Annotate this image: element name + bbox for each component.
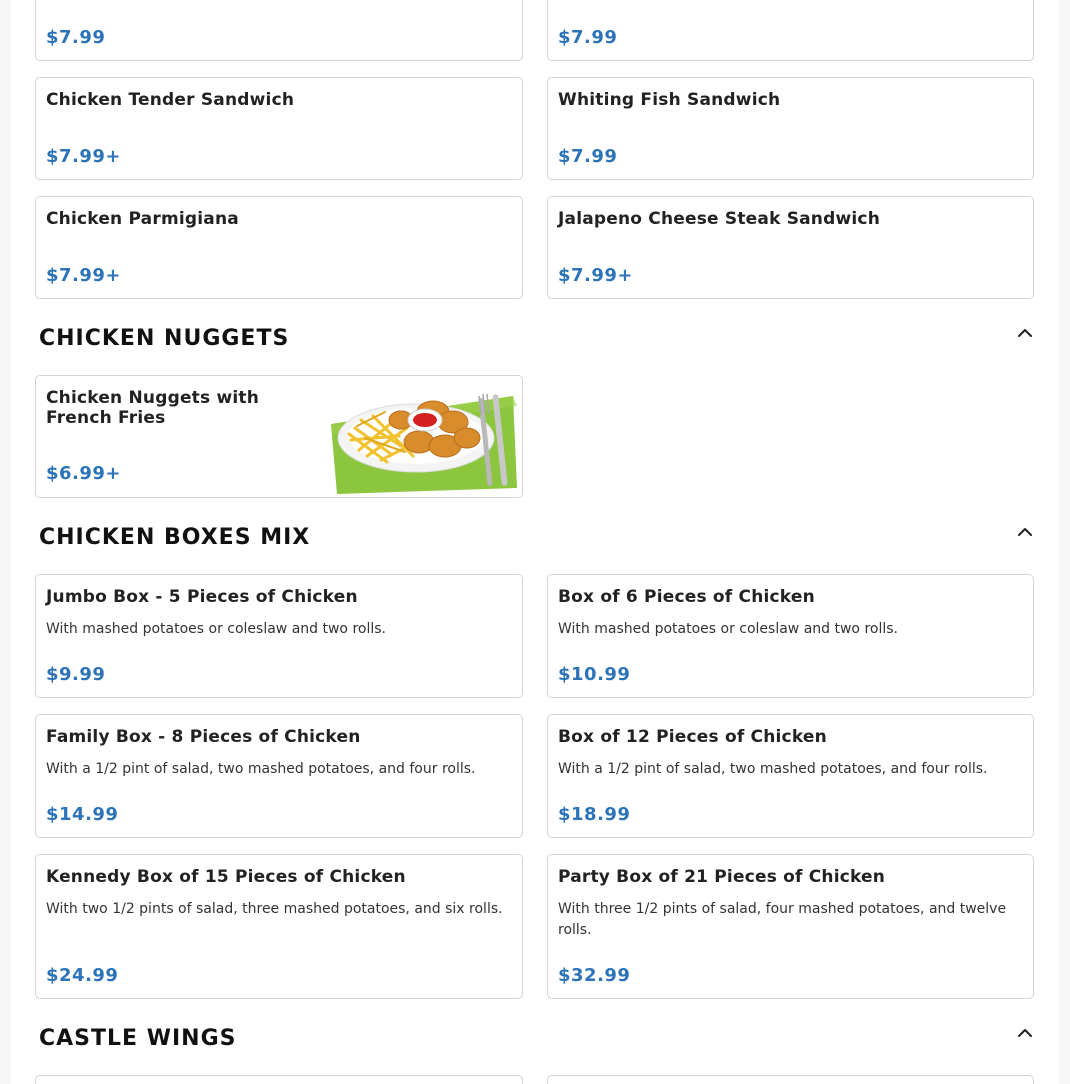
- chevron-up-icon[interactable]: [1016, 1024, 1034, 1042]
- menu-item-card[interactable]: [547, 77, 1034, 180]
- item-price: $7.99+: [46, 146, 122, 167]
- menu-item-card[interactable]: [35, 854, 523, 999]
- item-name: Jalapeno Cheese Steak Sandwich: [558, 209, 880, 229]
- item-description: With a 1/2 pint of salad, two mashed potatoes, and four rolls.: [558, 761, 988, 777]
- item-name: Kennedy Box of 15 Pieces of Chicken: [46, 867, 406, 887]
- item-description: With three 1/2 pints of salad, four mashed potatoes, and twelve rolls.: [558, 901, 1007, 938]
- item-description: With a 1/2 pint of salad, two mashed potatoes, and four rolls.: [46, 761, 476, 777]
- item-price: $10.99: [558, 664, 631, 685]
- section-title-chicken-boxes-mix: CHICKEN BOXES MIX: [39, 525, 311, 550]
- item-price: $24.99: [46, 965, 119, 986]
- menu-item-card[interactable]: [35, 0, 523, 61]
- item-price: $32.99: [558, 965, 631, 986]
- menu-item-card[interactable]: [35, 1075, 523, 1084]
- menu-item-card[interactable]: [35, 714, 523, 838]
- item-price: $18.99: [558, 804, 631, 825]
- item-name: Whiting Fish Sandwich: [558, 90, 781, 110]
- item-name: Box of 6 Pieces of Chicken: [558, 587, 815, 607]
- item-description: With two 1/2 pints of salad, three mashed potatoes, and six rolls.: [46, 901, 503, 917]
- menu-page: [11, 0, 1059, 1084]
- item-price: $9.99: [46, 664, 106, 685]
- chevron-up-icon[interactable]: [1016, 324, 1034, 342]
- item-name-line: Chicken Nuggets with: [46, 388, 260, 408]
- item-name: Family Box - 8 Pieces of Chicken: [46, 727, 361, 747]
- item-name: Party Box of 21 Pieces of Chicken: [558, 867, 886, 887]
- item-name: Box of 12 Pieces of Chicken: [558, 727, 827, 747]
- item-description: With mashed potatoes or coleslaw and two rolls.: [46, 621, 386, 637]
- item-price: $7.99: [46, 27, 106, 48]
- menu-item-card[interactable]: [35, 77, 523, 180]
- item-price: $14.99: [46, 804, 119, 825]
- item-price: $7.99: [558, 146, 618, 167]
- chevron-up-icon[interactable]: [1016, 523, 1034, 541]
- section-title-castle-wings: CASTLE WINGS: [39, 1026, 237, 1051]
- menu-item-card[interactable]: [547, 196, 1034, 299]
- item-name: Chicken Tender Sandwich: [46, 90, 295, 110]
- menu-item-card[interactable]: [35, 375, 523, 498]
- section-title-chicken-nuggets: CHICKEN NUGGETS: [39, 326, 290, 351]
- menu-item-card[interactable]: [35, 574, 523, 698]
- item-description: With mashed potatoes or coleslaw and two rolls.: [558, 621, 898, 637]
- item-price: $7.99+: [558, 265, 634, 286]
- menu-item-card[interactable]: [547, 714, 1034, 838]
- item-name: Jumbo Box - 5 Pieces of Chicken: [46, 587, 358, 607]
- item-name: Chicken Parmigiana: [46, 209, 239, 229]
- item-price: $6.99+: [46, 463, 122, 484]
- menu-item-card[interactable]: [35, 196, 523, 299]
- chicken-nuggets-fries-image: [321, 376, 523, 497]
- menu-item-card[interactable]: [547, 854, 1034, 999]
- menu-item-card[interactable]: [547, 1075, 1034, 1084]
- item-price: $7.99+: [46, 265, 122, 286]
- menu-item-card[interactable]: [547, 0, 1034, 61]
- item-price: $7.99: [558, 27, 618, 48]
- item-name: [46, 388, 306, 428]
- menu-item-card[interactable]: [547, 574, 1034, 698]
- item-name-line: French Fries: [46, 408, 166, 428]
